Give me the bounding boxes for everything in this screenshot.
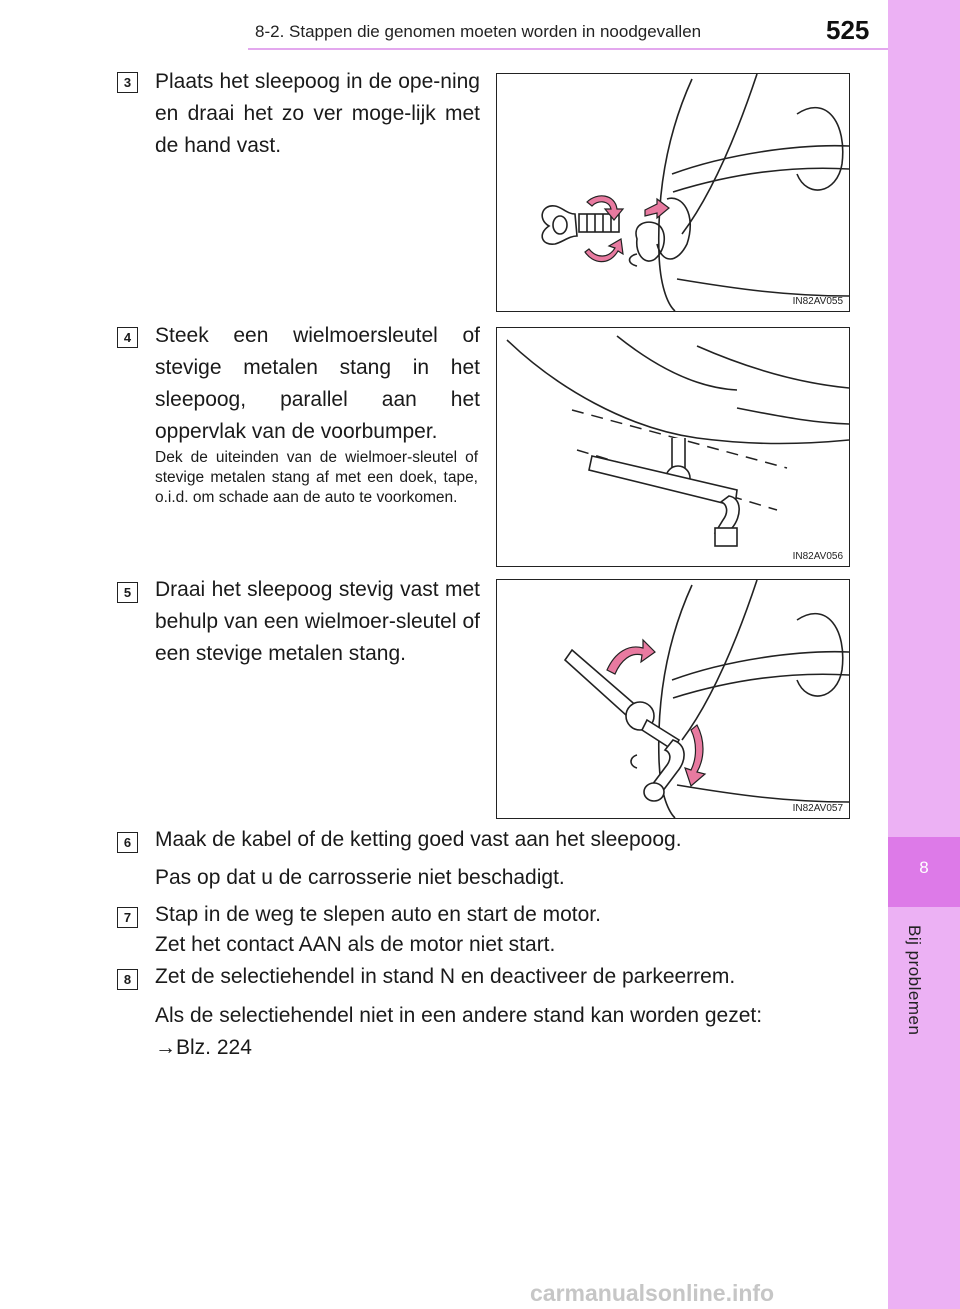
step-badge-5: 5 (117, 582, 138, 603)
chapter-side-tab[interactable] (888, 0, 960, 1309)
step-7-text: Stap in de weg te slepen auto en start de motor. (155, 903, 601, 926)
step-8-page-reference[interactable]: →Blz. 224 (155, 1036, 252, 1059)
step-7-subtext: Zet het contact AAN als de motor niet start. (155, 933, 556, 956)
tow-eye-insert-illustration (497, 74, 849, 311)
step-3-text: Plaats het sleepoog in de ope-ning en draai het zo ver moge-lijk met de hand vast. (155, 70, 480, 157)
step-4-note: Dek de uiteinden van de wielmoer-sleutel of stevige metalen stang af met een doek, tape, o.i.d. om schade aan de auto te voorkomen. (155, 449, 478, 506)
step-5-text: Draai het sleepoog stevig vast met behulp van een wielmoer-sleutel of een stevige metalen stang. (155, 578, 480, 665)
step-badge-7: 7 (117, 907, 138, 928)
tighten-tow-eye-illustration (497, 580, 849, 818)
step-8-text: Zet de selectiehendel in stand N en deactiveer de parkeerrem. (155, 965, 736, 988)
figure-code-055: IN82AV055 (792, 296, 843, 307)
step-badge-3: 3 (117, 72, 138, 93)
figure-tow-eye-insert (496, 73, 850, 312)
page-number: 525 (826, 15, 870, 45)
chapter-number: 8 (919, 858, 929, 877)
figure-tighten-tow-eye (496, 579, 850, 819)
step-4-text: Steek een wielmoersleutel of stevige metalen stang in het sleepoog, parallel aan het oppervlak van de voorbumper. (155, 324, 480, 443)
step-badge-6: 6 (117, 832, 138, 853)
step-6-subtext: Pas op dat u de carrosserie niet beschadigt. (155, 866, 565, 889)
watermark: carmanualsonline.info (530, 1280, 775, 1306)
header-section-title: 8-2. Stappen die genomen moeten worden in noodgevallen (255, 22, 702, 41)
header-rule (248, 48, 888, 50)
wrench-in-tow-eye-illustration (497, 328, 849, 566)
step-badge-8: 8 (117, 969, 138, 990)
step-badge-4: 4 (117, 327, 138, 348)
figure-wrench-in-tow-eye (496, 327, 850, 567)
chapter-title: Bij problemen (905, 925, 924, 1036)
step-6-text: Maak de kabel of de ketting goed vast aan het sleepoog. (155, 828, 682, 851)
figure-code-056: IN82AV056 (792, 551, 843, 562)
figure-code-057: IN82AV057 (792, 803, 843, 814)
step-8-subtext: Als de selectiehendel niet in een andere stand kan worden gezet: (155, 1004, 763, 1027)
